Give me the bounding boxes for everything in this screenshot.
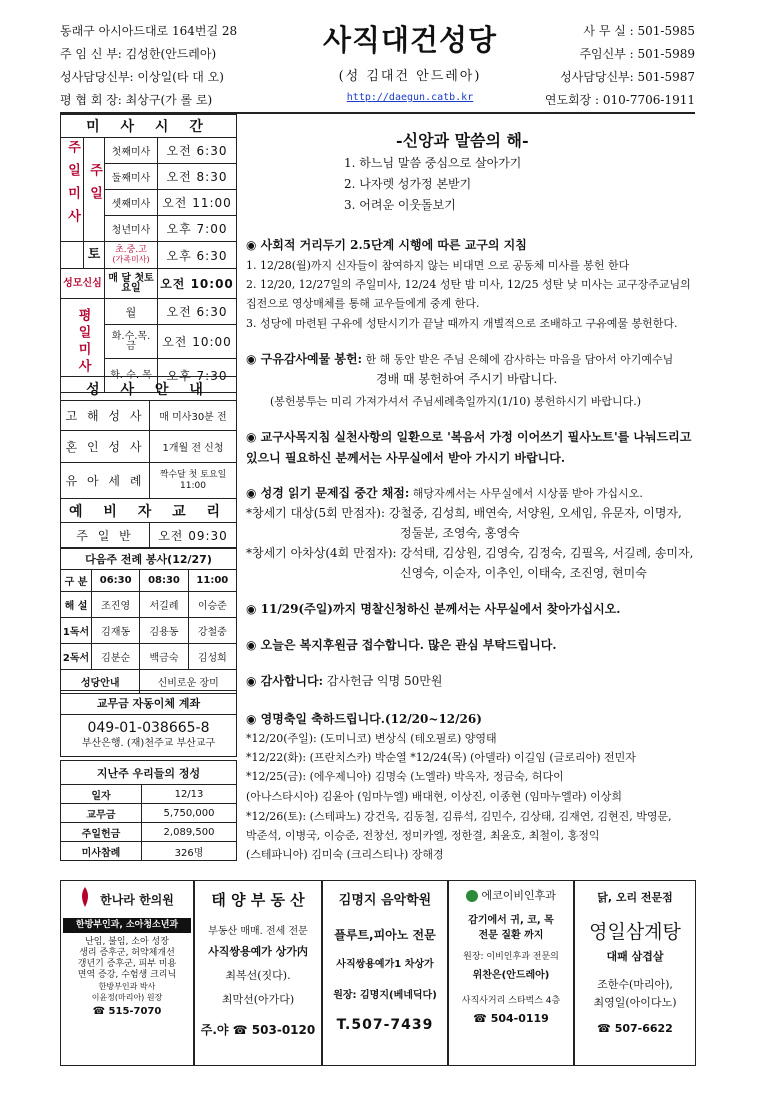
notice-line: 경배 때 봉헌하여 주시기 바랍니다. (376, 372, 558, 386)
mass-time: 오전 6:30 (158, 138, 237, 164)
mass-name: 청년미사 (105, 216, 158, 242)
holy-hour-name: 매 달 첫토요일 (105, 269, 158, 299)
ad-name: 김명지 음악학원 (338, 893, 432, 908)
stats-title: 지난주 우리들의 정성 (61, 761, 237, 785)
marriage-label: 혼 인 성 사 (61, 431, 150, 463)
holy-hour-time: 오전 10:00 (158, 269, 237, 299)
ad-tel: ☎ 507-6622 (597, 1022, 673, 1035)
church-guide-value: 신비로운 장미 (140, 670, 237, 694)
bank-name: 부산은행. (재)천주교 부산교구 (81, 737, 216, 749)
church-guide-label: 성당안내 (61, 670, 140, 694)
weekday-mass-label: 평일미사 (61, 299, 105, 393)
stats-value: 5,750,000 (142, 804, 237, 823)
sunday-label: 주일 (84, 138, 105, 242)
notice-line: *창세기 대상(5회 만점자): 강철중, 김성희, 배연숙, 서양원, 오세임, 유문자, 이명자, (246, 506, 682, 520)
ad-line: 대패 삼겹살 (606, 950, 664, 963)
feastday-line: 박준석, 이병국, 이승준, 전창선, 정미카엘, 정한결, 최윤호, 최철이, 홍정익 (246, 829, 600, 842)
ad-line: 조한수(마리아), (597, 978, 673, 991)
notice-line: 정둘분, 조영숙, 홍영숙 (400, 526, 520, 540)
ad-hanara-clinic (60, 880, 194, 1066)
goal-item: 2. 나자렛 성가정 본받기 (344, 177, 472, 191)
ad-name: 영일삼계탕 (589, 921, 681, 943)
mass-name: 셋째미사 (105, 190, 158, 216)
notice-thanks: ◉ 감사합니다: 감사헌금 익명 50만원 (246, 674, 443, 688)
notice-distancing-title: ◉ 사회적 거리두기 2.5단계 시행에 따른 교구의 지침 (246, 238, 527, 252)
schedule-cell: 김성희 (188, 644, 236, 670)
notice-line: 있으니 필요하신 분께서는 사무실에서 받아 가시기 바랍니다. (246, 451, 566, 465)
ad-line: 한방부인과 박사 (98, 982, 156, 991)
saturday-mass-name: 초.중.고 (가족미사) (105, 242, 158, 269)
schedule-cell: 김용동 (140, 618, 188, 644)
ad-line: 플루트,피아노 전문 (334, 928, 436, 942)
feastday-line: (스테파니아) 김미숙 (크리스티나) 장해경 (246, 848, 444, 861)
ad-tel: 주.야 ☎ 503-0120 (200, 1023, 316, 1037)
notice-gospel-note: ◉ 교구사목지침 실천사항의 일환으로 '복음서 가정 이어쓰기 필사노트'를 나눠드리고 (246, 430, 692, 444)
schedule-role: 1독서 (61, 618, 92, 644)
ad-line: 갱년기 증후군, 피부 미용 (77, 959, 177, 969)
ad-line: 최막선(아가다) (221, 993, 295, 1006)
schedule-head: 구 분 (61, 570, 92, 592)
confession-label: 고 해 성 사 (61, 401, 150, 431)
schedule-cell: 김분순 (92, 644, 140, 670)
page-subtitle: (성 김대건 안드레아) (338, 69, 482, 84)
notice-nametag: ◉ 11/29(주일)까지 명찰신청하신 분께서는 사무실에서 찾아가십시오. (246, 602, 621, 616)
pastor: 주 임 신 부: 김성한(안드레아) (60, 47, 217, 61)
assistant-priest: 성사담당신부: 이상일(타 대 오) (60, 70, 224, 84)
ad-line: 원장: 김명지(베네딕다) (333, 990, 437, 1001)
ad-name: 한나라 한의원 (100, 893, 174, 907)
saturday-label (61, 242, 84, 269)
feastday-line: *12/22(화): (프란치스카) 박순열 *12/24(목) (아델라) 이길임 (글로리아) 전민자 (246, 751, 636, 764)
baptism-label: 유 아 세 례 (61, 463, 150, 499)
sacrament-title: 성 사 안 내 (61, 377, 237, 401)
catechism-time: 오전 09:30 (150, 523, 237, 549)
pastor-tel: 주임신부 : 501-5989 (579, 47, 695, 61)
ad-line: 사직쌍용예가 상가内 (208, 945, 308, 958)
council-president: 평 협 회 장: 최상구(가 롤 로) (60, 93, 213, 107)
ad-kim-music-academy (322, 880, 448, 1066)
ad-line: 사직쌍용예가1 차상가 (336, 959, 434, 970)
ad-line: 최복선(짓다). (225, 969, 291, 982)
stats-label: 교무금 (61, 804, 142, 823)
notice-welfare: ◉ 오늘은 복지후원금 접수합니다. 많은 관심 부탁드립니다. (246, 638, 557, 652)
schedule-cell: 서길례 (140, 592, 188, 618)
bank-title: 교무금 자동이체 계좌 (61, 691, 237, 715)
marriage-info: 1개월 전 신청 (150, 431, 237, 463)
schedule-head: 06:30 (92, 570, 140, 592)
ad-line: 감기에서 귀, 코, 목 (468, 915, 554, 926)
address: 동래구 아시아드대로 164번길 28 (60, 24, 238, 38)
header-left (60, 20, 237, 112)
catechism-name: 주 일 반 (61, 523, 150, 549)
schedule-role: 해 설 (61, 592, 92, 618)
notice-feastday-title: ◉ 영명축일 축하드립니다.(12/20~12/26) (246, 712, 482, 726)
weekday-mass-name: 화.수.목.금 (105, 325, 158, 359)
confession-time: 매 미사30분 전 (150, 401, 237, 431)
ad-line: 사직사거리 스타벅스 4층 (461, 996, 561, 1006)
schedule-cell: 조진영 (92, 592, 140, 618)
eco-logo-icon (466, 890, 478, 902)
notice-line: 1. 12/28(월)까지 신자들이 참여하지 않는 비대면 으로 공동체 미사를 봉헌 한다 (246, 259, 630, 272)
offering-stats-table (60, 760, 237, 861)
weekday-mass-time: 오전 10:00 (158, 325, 237, 359)
notice-line: 3. 성당에 마련된 구유에 성탄시기가 끝날 때까지 개별적으로 조배하고 구유예물 봉헌한다. (246, 317, 678, 330)
notice-crib-offering: ◉ 구유감사예물 봉헌: 한 해 동안 받은 주님 은혜에 감사하는 마음을 담아서 아기예수님 (246, 352, 674, 366)
stats-value: 326명 (142, 842, 237, 861)
page-title: 사직대건성당 (322, 23, 498, 57)
schedule-head: 08:30 (140, 570, 188, 592)
notice-bible-quiz: ◉ 성경 읽기 문제집 중간 채점: 해당자께서는 사무실에서 시상품 받아 가십시오. (246, 486, 643, 500)
schedule-cell: 김재동 (92, 618, 140, 644)
notice-line: (봉헌봉투는 미리 가져가셔서 주님세례축일까지(1/10) 봉헌하시기 바랍니다.) (270, 395, 641, 408)
sacrament-table (60, 376, 237, 549)
ad-line: 난임, 불임, 소아 성장 (85, 937, 169, 947)
hanara-logo-icon (77, 887, 93, 907)
stats-value: 2,089,500 (142, 823, 237, 842)
ad-line: 면역 증강, 수험생 크리닉 (77, 970, 177, 980)
ad-line: 최영일(아이다노) (593, 996, 677, 1009)
ad-line: 닭, 오리 전문점 (597, 891, 673, 904)
goal-item: 3. 어려운 이웃돌보기 (344, 198, 456, 212)
ad-line: 부동산 매매. 전세 전문 (208, 926, 308, 937)
notice-line: 신영숙, 이순자, 이추인, 이태숙, 조진영, 현미숙 (400, 566, 647, 580)
schedule-head: 11:00 (188, 570, 236, 592)
ad-line: 전문 질환 까지 (478, 930, 544, 941)
baptism-info: 짝수달 첫 토요일 11:00 (150, 463, 237, 499)
stats-label: 일자 (61, 785, 142, 804)
ad-header: 에코이비인후과 (449, 887, 573, 903)
ad-line: 생리 증후군, 허약체개선 (79, 948, 175, 958)
mass-time: 오후 7:00 (158, 216, 237, 242)
mass-schedule-table (60, 114, 237, 393)
header-center (320, 18, 500, 103)
notice-line: *창세기 아차상(4회 만점자): 강석태, 김상원, 김영숙, 김정숙, 김필옥, 서길례, 송미자, (246, 546, 694, 560)
bank-account: 049-01-038665-8 (87, 719, 210, 736)
header-right (545, 20, 695, 112)
notice-line: 2. 12/20, 12/27일의 주일미사, 12/24 성탄 밤 미사, 12/25 성탄 낮 미사는 교구장주교님의 (246, 278, 691, 291)
notice-line: 집전으로 영상매체를 통해 교우들에게 중계 한다. (246, 297, 480, 310)
weekday-mass-name: 화. 수. 목 (105, 359, 158, 393)
weekday-mass-time: 오후 7:30 (158, 359, 237, 393)
year-theme-heading: -신앙과 말씀의 해- (396, 131, 529, 150)
mass-name: 둘째미사 (105, 164, 158, 190)
ad-line: 한방부인과, 소아청소년과 (63, 918, 191, 933)
stats-value: 12/13 (142, 785, 237, 804)
feastday-line: *12/26(토): (스테파노) 강건욱, 김동철, 김류석, 김민수, 김상태, 김재연, 김현진, 박영문, (246, 810, 672, 823)
ad-name: 태 양 부 동 산 (211, 891, 305, 909)
schedule-role: 2독서 (61, 644, 92, 670)
bank-table (60, 690, 237, 757)
stats-label: 주일헌금 (61, 823, 142, 842)
ad-line: 원장: 이비인후과 전문의 (463, 952, 559, 962)
ad-tel: T.507-7439 (336, 1017, 434, 1033)
weekday-mass-time: 오전 6:30 (158, 299, 237, 325)
liturgy-schedule-table (60, 547, 237, 694)
bank-info (61, 715, 237, 757)
schedule-cell: 강철중 (188, 618, 236, 644)
ad-eco-ent-clinic (448, 880, 574, 1066)
mass-time: 오전 8:30 (158, 164, 237, 190)
ad-taeyang-realty (194, 880, 322, 1066)
assistant-tel: 성사담당신부: 501-5987 (560, 70, 695, 84)
weekday-mass-name: 월 (105, 299, 158, 325)
website-link[interactable]: http://daegun.catb.kr (346, 92, 474, 103)
mass-time: 오전 11:00 (158, 190, 237, 216)
ad-youngil-samgyetang (574, 880, 696, 1066)
sunday-mass-label: 주일미사 (61, 138, 84, 242)
office-tel: 사 무 실 : 501-5985 (583, 24, 695, 38)
stats-label: 미사참례 (61, 842, 142, 861)
catechism-title: 예 비 자 교 리 (61, 499, 237, 523)
mass-name: 첫째미사 (105, 138, 158, 164)
ad-line: 이윤정(마리아) 원장 (91, 993, 163, 1002)
feastday-line: *12/25(금): (에우제니아) 김명숙 (노엘라) 박옥자, 정금숙, 허다이 (246, 770, 564, 783)
mass-title: 미 사 시 간 (61, 115, 237, 138)
ad-tel: ☎ 504-0119 (473, 1012, 549, 1025)
feastday-line: (아나스타시아) 김윤아 (임마누엘) 배대현, 이상진, 이종현 (임마누엘라) 이상희 (246, 790, 622, 803)
goal-item: 1. 하느님 말씀 중심으로 살아가기 (344, 156, 522, 170)
sodality-tel: 연도회장 : 010-7706-1911 (544, 93, 695, 107)
feastday-line: *12/20(주일): (도미니코) 변상식 (테오필로) 양영태 (246, 732, 497, 745)
schedule-cell: 백금숙 (140, 644, 188, 670)
saturday-char: 토 (84, 242, 105, 269)
ad-line: 위찬은(안드레아) (472, 970, 550, 981)
saturday-mass-time: 오후 6:30 (158, 242, 237, 269)
schedule-cell: 이승준 (188, 592, 236, 618)
ad-tel: ☎ 515-7070 (92, 1006, 162, 1017)
schedule-title: 다음주 전례 봉사(12/27) (61, 548, 237, 570)
holy-hour-label: 성모신심 (61, 269, 105, 299)
